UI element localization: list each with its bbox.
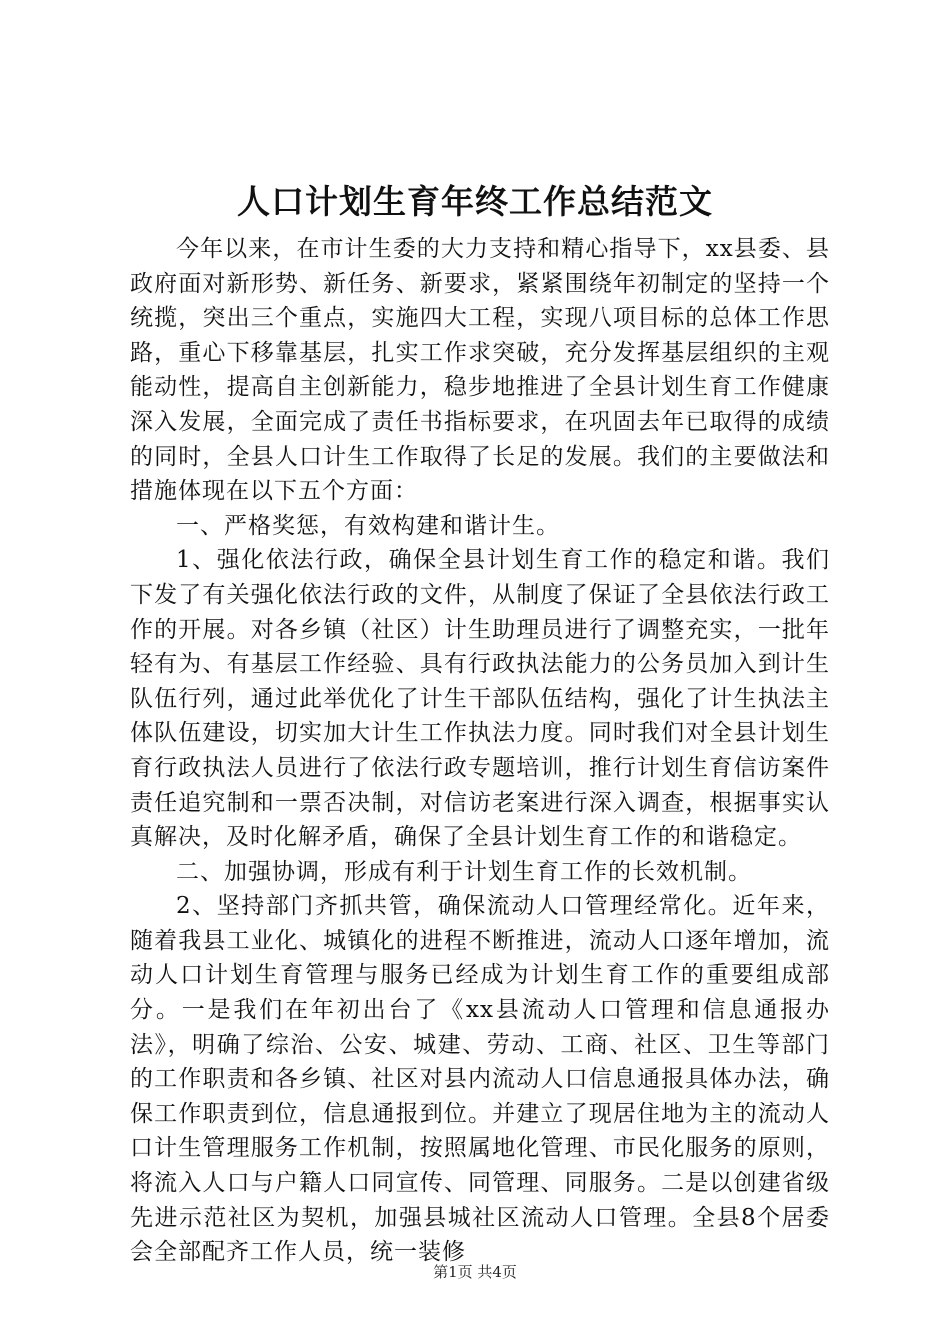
document-body	[130, 232, 830, 1270]
paragraph-intro: 今年以来，在市计生委的大力支持和精心指导下，xx县委、县政府面对新形势、新任务、新要求，紧紧围绕年初制定的坚持一个统揽，突出三个重点，实施四大工程，实现八项目标的总体工作思路，重心下移靠基层，扎实工作求突破，充分发挥基层组织的主观能动性，提高自主创新能力，稳步地推进了全县计划生育工作健康深入发展，全面完成了责任书指标要求，在巩固去年已取得的成绩的同时，全县人口计生工作取得了长足的发展。我们的主要做法和措施体现在以下五个方面：	[130, 236, 830, 505]
section-heading-2: 二、加强协调，形成有利于计划生育工作的长效机制。	[176, 858, 752, 885]
paragraph-item-2: 2、坚持部门齐抓共管，确保流动人口管理经常化。近年来，随着我县工业化、城镇化的进程不断推进，流动人口逐年增加，流动人口计划生育管理与服务已经成为计划生育工作的重要组成部分。一是我们在年初出台了《xx县流动人口管理和信息通报办法》，明确了综治、公安、城建、劳动、工商、社区、卫生等部门的工作职责和各乡镇、社区对县内流动人口信息通报具体办法，确保工作职责到位，信息通报到位。并建立了现居住地为主的流动人口计生管理服务工作机制，按照属地化管理、市民化服务的原则，将流入人口与户籍人口同宣传、同管理、同服务。二是以创建省级先进示范社区为契机，加强县城社区流动人口管理。全县8个居委会全部配齐工作人员，统一装修	[130, 893, 830, 1266]
paragraph-item-1: 1、强化依法行政，确保全县计划生育工作的稳定和谐。我们下发了有关强化依法行政的文件，从制度了保证了全县依法行政工作的开展。对各乡镇（社区）计生助理员进行了调整充实，一批年轻有为、有基层工作经验、具有行政执法能力的公务员加入到计生队伍行列，通过此举优化了计生干部队伍结构，强化了计生执法主体队伍建设，切实加大计生工作执法力度。同时我们对全县计划生育行政执法人员进行了依法行政专题培训，推行计划生育信访案件责任追究制和一票否决制，对信访老案进行深入调查，根据事实认真解决，及时化解矛盾，确保了全县计划生育工作的和谐稳定。	[130, 547, 830, 851]
section-heading-1: 一、严格奖惩，有效构建和谐计生。	[176, 512, 560, 539]
document-title: 人口计划生育年终工作总结范文	[237, 182, 713, 221]
page-number-footer: 第1页 共4页	[433, 1263, 517, 1281]
